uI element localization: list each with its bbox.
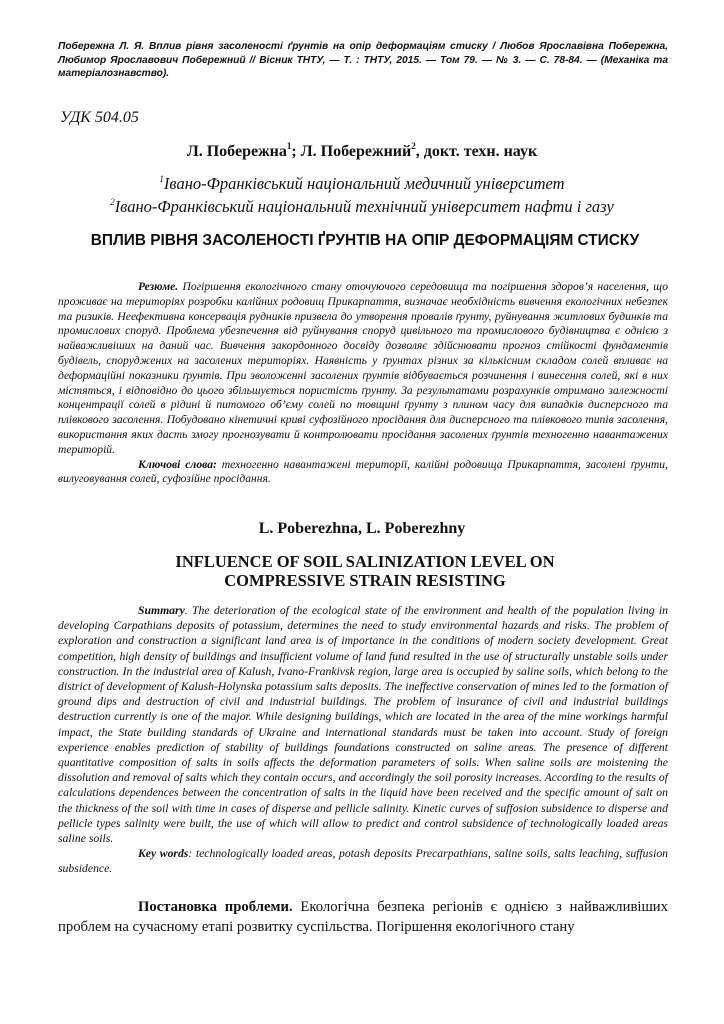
affiliation-2 — [0, 197, 724, 217]
introduction — [58, 897, 668, 937]
keywords-ukrainian-text: техногенно навантажені території, калійні родовища Прикарпаття, засолені ґрунти, вилуговування солей, суфозійне просідання. — [58, 457, 668, 486]
affiliation-1-text: Івано-Франківський національний медичний університет — [163, 174, 565, 193]
affiliation-2-mark: 2 — [110, 197, 115, 207]
author-1: Л. Побережна — [186, 143, 287, 160]
author-degree: , докт. техн. наук — [415, 143, 538, 160]
author-2-affiliation-mark: 2 — [411, 141, 416, 151]
affiliation-1-mark: 1 — [159, 174, 164, 184]
keywords-english — [58, 846, 668, 876]
title-english: INFLUENCE OF SOIL SALINIZATION LEVEL ON COMPRESSIVE STRAIN RESISTING — [175, 552, 555, 590]
keywords-english-label: Key words — [138, 847, 189, 861]
keywords-ukrainian-label: Ключові слова: — [138, 457, 217, 471]
keywords-english-text: : technologically loaded areas, potash deposits Precarpathians, saline soils, salts leaching, suffusion subsidence. — [58, 847, 669, 876]
udc-code: УДК 504.05 — [60, 109, 139, 126]
keywords-ukrainian — [58, 458, 668, 488]
abstract-english-text: . The deterioration of the ecological state of the environment and health of the population living in developing Carpathians deposits of potassium, determines the need to study environmental hazards and risks. The problem of exploration and construction a significant land area is of importance in the conditions of modern society development. Great competition, high density of buildings and insufficient volume of land fund resulted in the use of structurally unstable soils under construction. In the industrial area of Kalush, Ivano-Frankivsk region, large area is occupied by saline soils, which belong to the district of development of Kalush-Holynska potassium salts deposits. The ineffective conservation of mines led to the formation of ground dips and destruction of civil and industrial buildings. The problem of insurance of civil and industrial buildings destruction currently is one of the major. While designing buildings, which are located in the area of the mine workings harmful impact, the State building standards of Ukraine and international standards must be taken into account. Study of foreign experience enables prediction of stability of buildings foundations constructed on saline areas. The presence of different quantitative composition of salts in soils affects the deformation parameters of soils. When saline soils are moistening the dissolution and removal of salts which they contain occurs, and accordingly the soil porosity increases. According to the results of calculations dependences between the concentration of salts in the liquid have been received and the specific amount of salt on the thickness of the soil with time in cases of disperse and pellicle salinity. Kinetic curves of suffosion subsidence to disperse and pellicle types salinity were built, the use of which will allow to predict and control subsidence of technologically loaded areas saline soils. — [58, 604, 668, 846]
authors-english: L. Poberezhna, L. Poberezhny — [258, 520, 466, 537]
abstract-english — [58, 603, 668, 877]
affiliation-2-text: Івано-Франківський національний технічний університет нафти і газу — [114, 197, 614, 216]
author-separator: ; — [291, 143, 301, 160]
abstract-ukrainian — [58, 280, 668, 487]
abstract-english-label: Summary — [138, 604, 185, 617]
citation: Побережна Л. Я. Вплив рівня засоленості ґрунтів на опір деформаціям стиску / Любов Ярославівна Побережна, Любимор Ярославович Побережний // Вісник ТНТУ, — Т. : ТНТУ, 2015. — Том 79. — № 3. — С. 78-84. — (Механіка та матеріалознавство). — [58, 41, 668, 79]
author-2: Л. Побережний — [300, 143, 412, 160]
authors-ukrainian — [0, 143, 724, 161]
introduction-paragraph — [58, 897, 668, 937]
abstract-ukrainian-body — [58, 280, 668, 458]
introduction-heading: Постановка проблеми. — [138, 899, 293, 915]
abstract-english-body — [58, 603, 668, 846]
affiliation-1 — [0, 174, 724, 194]
author-1-affiliation-mark: 1 — [286, 141, 292, 151]
introduction-text: Екологічна безпека регіонів є однією з найважливіших проблем на сучасному етапі розвитку суспільства. Погіршення екологічного стану — [58, 899, 668, 935]
abstract-ukrainian-label: Резюме. — [138, 280, 179, 293]
title-ukrainian: ВПЛИВ РІВНЯ ЗАСОЛЕНОСТІ ҐРУНТІВ НА ОПІР ДЕФОРМАЦІЯМ СТИСКУ — [90, 232, 640, 249]
abstract-ukrainian-text: Погіршення екологічного стану оточуючого середовища та погіршення здоров’я населення, що проживає на територіях розробки калійних родовищ Прикарпаття, визначає необхідність вивчення екологічних небезпек та ризиків. Неефективна консервація рудників призвела до утворення провалів ґрунту, руйнування житлових будинків та промислових споруд. Проблема убезпечення від руйнування споруд цивільного та промислового будівництва є однією з найважливіших на даний час. Вивчення закордонного досвіду дозволяє здійснювати прогноз стійкості фундаментів будівель, споруджених на засолених територіях. Наявність у ґрунтах різних за кількісним складом солей впливає на деформаційні показники ґрунтів. При зволоженні засолених ґрунтів відбувається розчинення і винесення солей, які в них містяться, і відповідно до цього збільшується пористість ґрунту. За результатами розрахунків отримано залежності концентрації солей в рідині й питомого об’єму солей по товщині ґрунту з плином часу для випадків дисперсного та плівкового засолення. Побудовано кінетичні криві суфозійного просідання для дисперсного та плівкового типів засолення, використання яких дасть змогу прогнозувати й контролювати просідання засолених ґрунтів техногенно навантажених територій. — [58, 280, 668, 456]
